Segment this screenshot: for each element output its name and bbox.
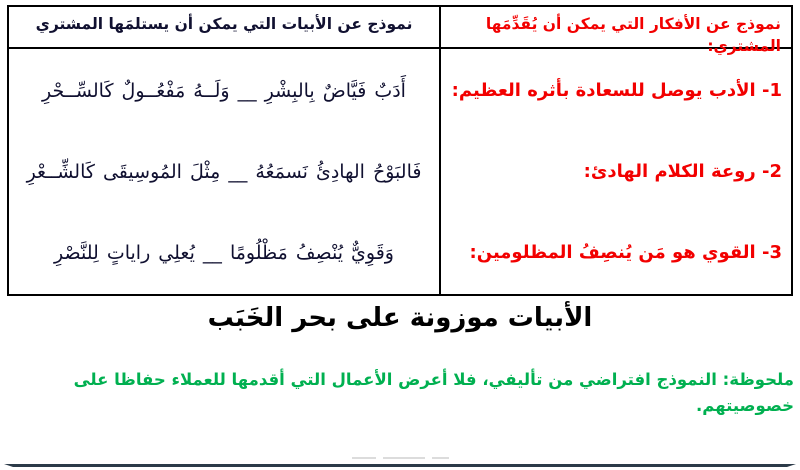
idea-item-3: 3- القوي هو مَن يُنصِفُ المظلومين: <box>469 242 782 264</box>
verse-item-1: أَدَبٌ فَيَّاضٌ بِالبِشْرِ __ وَلَــهُ مَفْعُــولٌ كَالسِّــحْرِ <box>42 80 406 103</box>
ideas-column-header: نموذج عن الأفكار التي يمكن أن يُقَدِّمَها المشتري: <box>439 7 791 49</box>
verse-item-2: فَالبَوْحُ الهادِئُ نَسمَعُهُ __ مِثْلَ المُوسِيقَى كَالشِّــعْرِ <box>26 161 422 184</box>
sample-table <box>7 5 793 296</box>
verses-column-header: نموذج عن الأبيات التي يمكن أن يستلمَها المشتري <box>9 7 439 49</box>
ideas-column-body <box>439 49 791 294</box>
verses-column-body <box>9 49 439 294</box>
meter-caption: الأبيات موزونة على بحر الخَبَب <box>207 303 593 333</box>
footer-dashes <box>352 457 449 459</box>
verse-item-3: وَقَوِيٌّ يُنْصِفُ مَظْلُومًا __ يُعلِي راياتٍ لِلنَّصْرِ <box>54 242 394 265</box>
idea-item-1: 1- الأدب يوصل للسعادة بأثره العظيم: <box>451 80 782 102</box>
bottom-edge-bar <box>4 464 796 467</box>
disclaimer-note: ملحوظة: النموذج افتراضي من تأليفي، فلا أعرض الأعمال التي أقدمها للعملاء حفاظا على خصوصيتهم. <box>73 370 794 416</box>
idea-item-2: 2- روعة الكلام الهادئ: <box>583 161 782 183</box>
